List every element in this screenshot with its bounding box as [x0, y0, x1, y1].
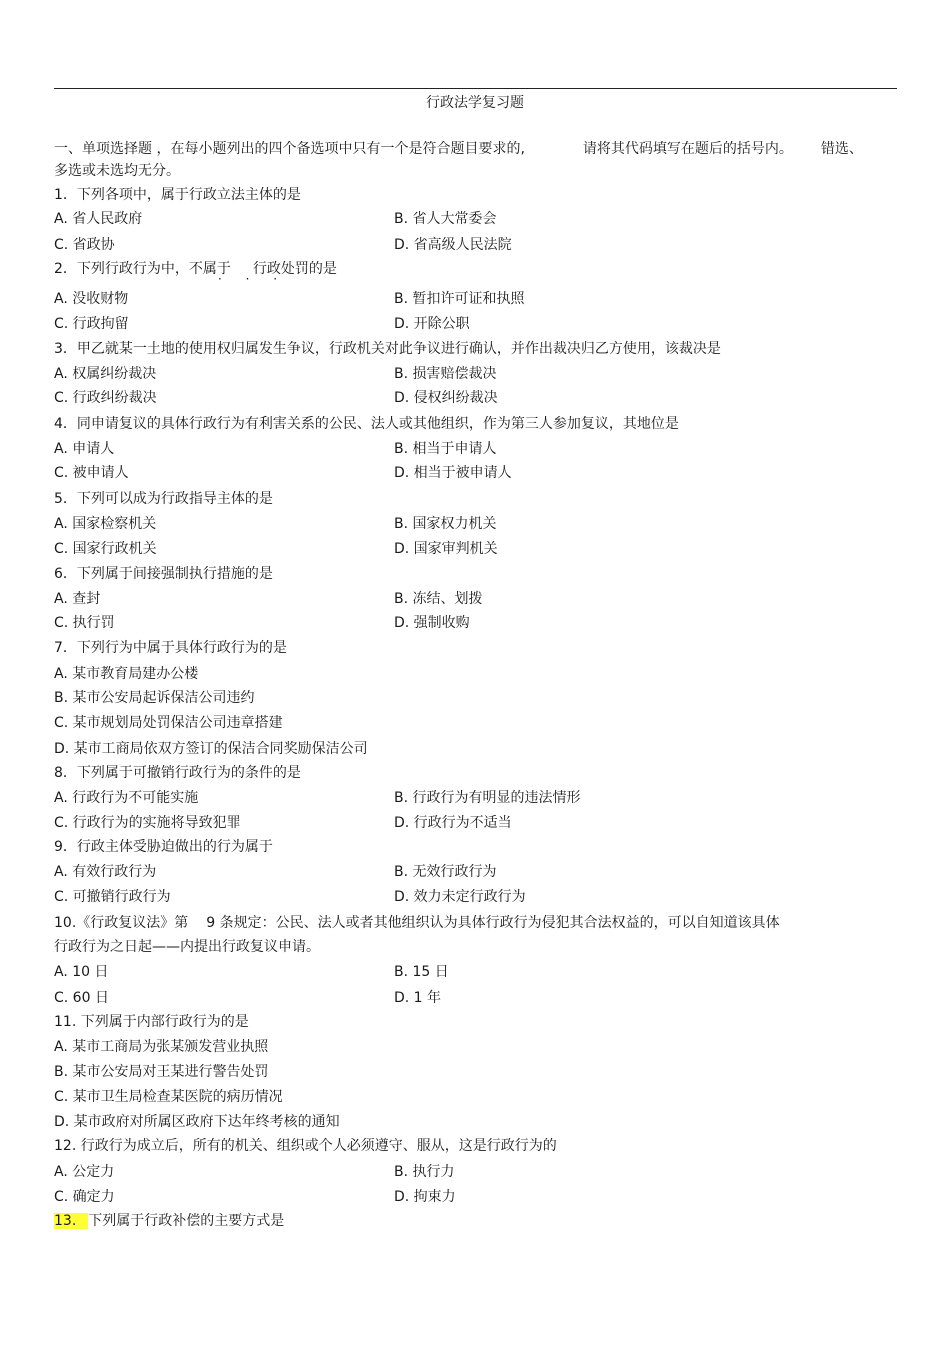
- question-8-option-b: B. 行政行为有明显的违法情形: [394, 790, 581, 806]
- question-4-stem: 4．同申请复议的具体行政行为有利害关系的公民、法人或其他组织，作为第三人参加复议，其地位是: [54, 416, 679, 432]
- question-11-option-d: D. 某市政府对所属区政府下达年终考核的通知: [54, 1114, 340, 1130]
- question-2-stem: [54, 260, 337, 278]
- question-6-option-b: B. 冻结、划拨: [394, 591, 483, 607]
- question-11-option-a: A. 某市工商局为张某颁发营业执照: [54, 1039, 269, 1055]
- question-13-stem: [54, 1212, 284, 1230]
- header-rule: [54, 88, 897, 89]
- question-6-stem: 6．下列属于间接强制执行措施的是: [54, 566, 273, 582]
- question-10-option-c: C. 60 日: [54, 990, 109, 1006]
- question-11-stem: 11. 下列属于内部行政行为的是: [54, 1014, 249, 1030]
- page-title: 行政法学复习题: [426, 95, 524, 111]
- question-13-stem-text: 下列属于行政补偿的主要方式是: [88, 1213, 285, 1229]
- question-5-option-d: D. 国家审判机关: [394, 541, 498, 557]
- emphasis-dots: · · ·: [218, 272, 288, 286]
- question-10-stem-line-2: 行政行为之日起——内提出行政复议申请。: [54, 939, 320, 955]
- section-instructions: [54, 140, 897, 158]
- question-7-option-a: A. 某市教育局建办公楼: [54, 666, 199, 682]
- question-5-option-b: B. 国家权力机关: [394, 516, 497, 532]
- question-3-option-b: B. 损害赔偿裁决: [394, 366, 497, 382]
- question-10-stem: [54, 914, 780, 932]
- question-8-option-d: D. 行政行为不适当: [394, 815, 512, 831]
- question-12-option-a: A. 公定力: [54, 1164, 115, 1180]
- question-13-number-highlight: 13.: [54, 1213, 88, 1229]
- question-12-option-b: B. 执行力: [394, 1164, 455, 1180]
- question-1-option-d: D. 省高级人民法院: [394, 237, 512, 253]
- question-7-option-b: B. 某市公安局起诉保洁公司违约: [54, 690, 255, 706]
- question-2-stem-part-2: 行政处罚的是: [252, 261, 337, 277]
- question-7-option-c: C. 某市规划局处罚保洁公司违章搭建: [54, 715, 283, 731]
- question-11-option-b: B. 某市公安局对王某进行警告处罚: [54, 1064, 269, 1080]
- question-2-stem-part-1: 2．下列行政行为中，不属于: [54, 261, 231, 277]
- question-8-option-a: A. 行政行为不可能实施: [54, 790, 199, 806]
- instructions-part-3: 错选、: [820, 141, 863, 157]
- question-8-stem: 8．下列属于可撤销行政行为的条件的是: [54, 765, 301, 781]
- question-4-option-d: D. 相当于被申请人: [394, 465, 512, 481]
- question-9-option-d: D. 效力未定行政行为: [394, 889, 526, 905]
- question-7-option-d: D. 某市工商局依双方签订的保洁合同奖励保洁公司: [54, 741, 368, 757]
- question-12-stem: 12. 行政行为成立后，所有的机关、组织或个人必须遵守、服从，这是行政行为的: [54, 1138, 557, 1154]
- question-1-stem: 1．下列各项中，属于行政立法主体的是: [54, 187, 301, 203]
- question-10-stem-part-2: 9 条规定：公民、法人或者其他组织认为具体行政行为侵犯其合法权益的，可以自知道该具体: [206, 915, 780, 931]
- question-2-option-c: C. 行政拘留: [54, 316, 129, 332]
- question-10-option-d: D. 1 年: [394, 990, 442, 1006]
- question-1-option-a: A. 省人民政府: [54, 211, 143, 227]
- instructions-part-1: 一、单项选择题 ，在每小题列出的四个备选项中只有一个是符合题目要求的,: [54, 141, 525, 157]
- question-5-option-a: A. 国家检察机关: [54, 516, 157, 532]
- instructions-part-2: 请将其代码填写在题后的括号内。: [582, 141, 793, 157]
- question-6-option-a: A. 查封: [54, 591, 101, 607]
- instructions-line-2: 多选或未选均无分。: [54, 163, 180, 179]
- question-8-option-c: C. 行政行为的实施将导致犯罪: [54, 815, 241, 831]
- question-3-option-c: C. 行政纠纷裁决: [54, 390, 157, 406]
- question-10-option-b: B. 15 日: [394, 964, 449, 980]
- question-11-option-c: C. 某市卫生局检查某医院的病历情况: [54, 1089, 283, 1105]
- question-4-option-b: B. 相当于申请人: [394, 441, 497, 457]
- question-2-option-d: D. 开除公职: [394, 316, 470, 332]
- question-3-option-d: D. 侵权纠纷裁决: [394, 390, 498, 406]
- question-5-stem: 5．下列可以成为行政指导主体的是: [54, 491, 273, 507]
- question-7-stem: 7．下列行为中属于具体行政行为的是: [54, 640, 287, 656]
- question-1-option-c: C. 省政协: [54, 237, 115, 253]
- question-2-option-b: B. 暂扣许可证和执照: [394, 291, 525, 307]
- question-6-option-c: C. 执行罚: [54, 615, 115, 631]
- question-3-option-a: A. 权属纠纷裁决: [54, 366, 157, 382]
- question-1-option-b: B. 省人大常委会: [394, 211, 497, 227]
- question-12-option-d: D. 拘束力: [394, 1189, 456, 1205]
- question-6-option-d: D. 强制收购: [394, 615, 470, 631]
- question-2-option-a: A. 没收财物: [54, 291, 129, 307]
- question-9-stem: 9．行政主体受胁迫做出的行为属于: [54, 839, 273, 855]
- question-4-option-c: C. 被申请人: [54, 465, 129, 481]
- question-4-option-a: A. 申请人: [54, 441, 115, 457]
- question-9-option-c: C. 可撤销行政行为: [54, 889, 171, 905]
- question-10-option-a: A. 10 日: [54, 964, 109, 980]
- question-12-option-c: C. 确定力: [54, 1189, 115, 1205]
- question-10-stem-part-1: 10.《行政复议法》第: [54, 915, 189, 931]
- question-5-option-c: C. 国家行政机关: [54, 541, 157, 557]
- question-9-option-a: A. 有效行政行为: [54, 864, 157, 880]
- question-9-option-b: B. 无效行政行为: [394, 864, 497, 880]
- question-3-stem: 3．甲乙就某一土地的使用权归属发生争议，行政机关对此争议进行确认，并作出裁决归乙方使用，该裁决是: [54, 341, 721, 357]
